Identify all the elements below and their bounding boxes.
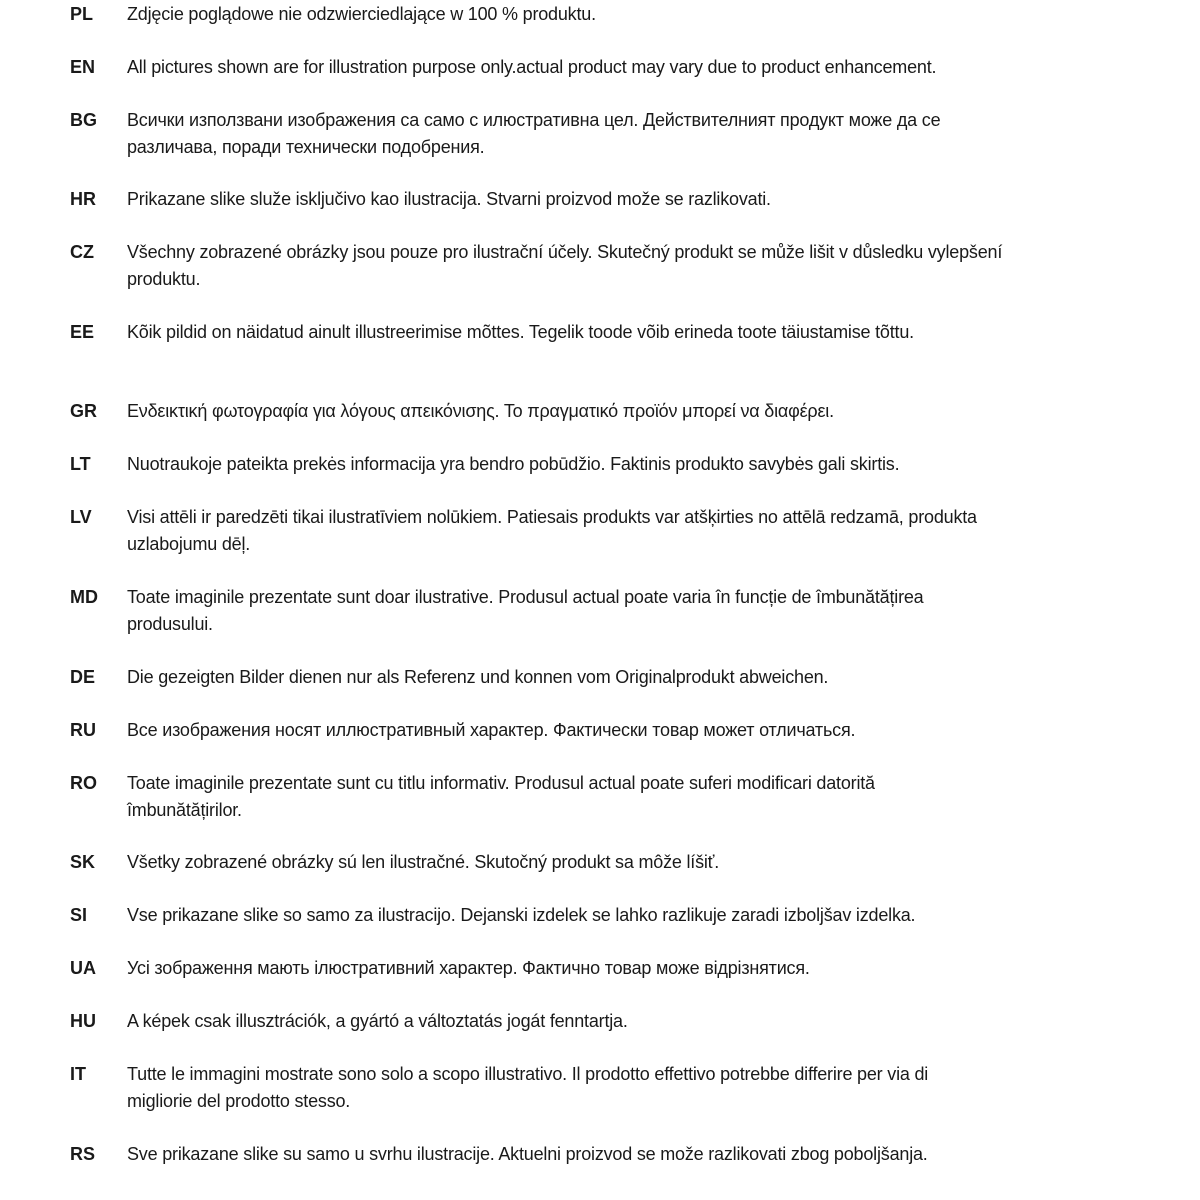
disclaimer-line: Kõik pildid on näidatud ainult illustreerimise mõttes. Tegelik toode võib erineda toote täiustamise tõttu. (127, 322, 914, 342)
disclaimer-line: Prikazane slike služe isključivo kao ilustracija. Stvarni proizvod može se razlikovati. (127, 189, 771, 209)
disclaimer-line: Toate imaginile prezentate sunt doar ilustrative. Produsul actual poate varia în funcție de îmbunătățirea (127, 587, 924, 607)
language-code: IT (70, 1064, 86, 1084)
disclaimer-text (127, 398, 834, 425)
disclaimer-text (127, 584, 923, 638)
language-code: DE (70, 667, 96, 687)
disclaimer-text (127, 1008, 628, 1035)
language-code: HU (70, 1011, 96, 1031)
disclaimer-line: Vse prikazane slike so samo za ilustracijo. Dejanski izdelek se lahko razlikuje zaradi izboljšav izdelka. (127, 905, 916, 925)
language-code: LV (70, 507, 92, 527)
disclaimer-line: uzlabojumu dēļ. (127, 534, 251, 554)
disclaimer-text (127, 902, 915, 929)
disclaimer-text (127, 717, 855, 744)
disclaimer-line: Усі зображення мають ілюстративний характер. Фактично товар може відрізнятися. (127, 958, 810, 978)
disclaimer-text (127, 54, 936, 81)
disclaimer-line: Visi attēli ir paredzēti tikai ilustratīviem nolūkiem. Patiesais produkts var atšķirties no attēlā redzamā, produkta (127, 507, 977, 527)
disclaimer-text (127, 451, 899, 478)
disclaimer-text (127, 1, 596, 28)
language-code: LT (70, 454, 91, 474)
language-code: SI (70, 905, 88, 925)
disclaimer-line: Sve prikazane slike su samo u svrhu ilustracije. Aktuelni proizvod se može razlikovati zbog poboljšanja. (127, 1144, 928, 1164)
disclaimer-text (127, 770, 875, 824)
disclaimer-line: Всички използвани изображения са само с илюстративна цел. Действителният продукт може да се (127, 110, 941, 130)
disclaimer-line: Toate imaginile prezentate sunt cu titlu informativ. Produsul actual poate suferi modificari datorită (127, 773, 875, 793)
disclaimer-line: produsului. (127, 614, 213, 634)
language-code: MD (70, 587, 98, 607)
disclaimer-text (127, 955, 810, 982)
disclaimer-line: Все изображения носят иллюстративный характер. Фактически товар может отличаться. (127, 720, 856, 740)
disclaimer-text (127, 1061, 928, 1115)
disclaimer-line: Ενδεικτική φωτογραφία για λόγους απεικόνισης. Το πραγματικό προϊόν μπορεί να διαφέρει. (127, 401, 834, 421)
disclaimer-line: A képek csak illusztrációk, a gyártó a változtatás jogát fenntartja. (127, 1011, 628, 1031)
disclaimer-line: Všetky zobrazené obrázky sú len ilustračné. Skutočný produkt sa môže líšiť. (127, 852, 720, 872)
disclaimer-line: migliorie del prodotto stesso. (127, 1091, 351, 1111)
disclaimer-line: Zdjęcie poglądowe nie odzwierciedlające w 100 % produktu. (127, 4, 596, 24)
disclaimer-line: All pictures shown are for illustration purpose only.actual product may vary due to product enhancement. (127, 57, 937, 77)
language-code: BG (70, 110, 97, 130)
disclaimer-text (127, 239, 1002, 293)
language-code: EN (70, 57, 96, 77)
language-code: GR (70, 401, 97, 421)
disclaimer-line: Die gezeigten Bilder dienen nur als Referenz und konnen vom Originalprodukt abweichen. (127, 667, 829, 687)
disclaimer-line: различава, поради технически подобрения. (127, 137, 485, 157)
disclaimer-text (127, 849, 719, 876)
disclaimer-text (127, 664, 828, 691)
language-code: RU (70, 720, 96, 740)
disclaimer-line: Všechny zobrazené obrázky jsou pouze pro ilustrační účely. Skutečný produkt se může lišit v důsledku vylepšení (127, 242, 1003, 262)
language-code: HR (70, 189, 96, 209)
disclaimer-text (127, 1141, 928, 1168)
language-code: RS (70, 1144, 96, 1164)
disclaimer-text (127, 319, 914, 346)
disclaimer-text (127, 107, 940, 161)
language-code: EE (70, 322, 95, 342)
language-code: SK (70, 852, 96, 872)
language-code: CZ (70, 242, 94, 262)
disclaimer-line: produktu. (127, 269, 201, 289)
disclaimer-line: Nuotraukoje pateikta prekės informacija yra bendro pobūdžio. Faktinis produkto savybės gali skirtis. (127, 454, 900, 474)
disclaimer-text (127, 504, 977, 558)
language-code: PL (70, 4, 94, 24)
disclaimer-line: Tutte le immagini mostrate sono solo a scopo illustrativo. Il prodotto effettivo potrebbe differire per via di (127, 1064, 929, 1084)
language-code: UA (70, 958, 96, 978)
disclaimer-text (127, 186, 771, 213)
language-code: RO (70, 773, 97, 793)
disclaimer-line: îmbunătățirilor. (127, 800, 242, 820)
